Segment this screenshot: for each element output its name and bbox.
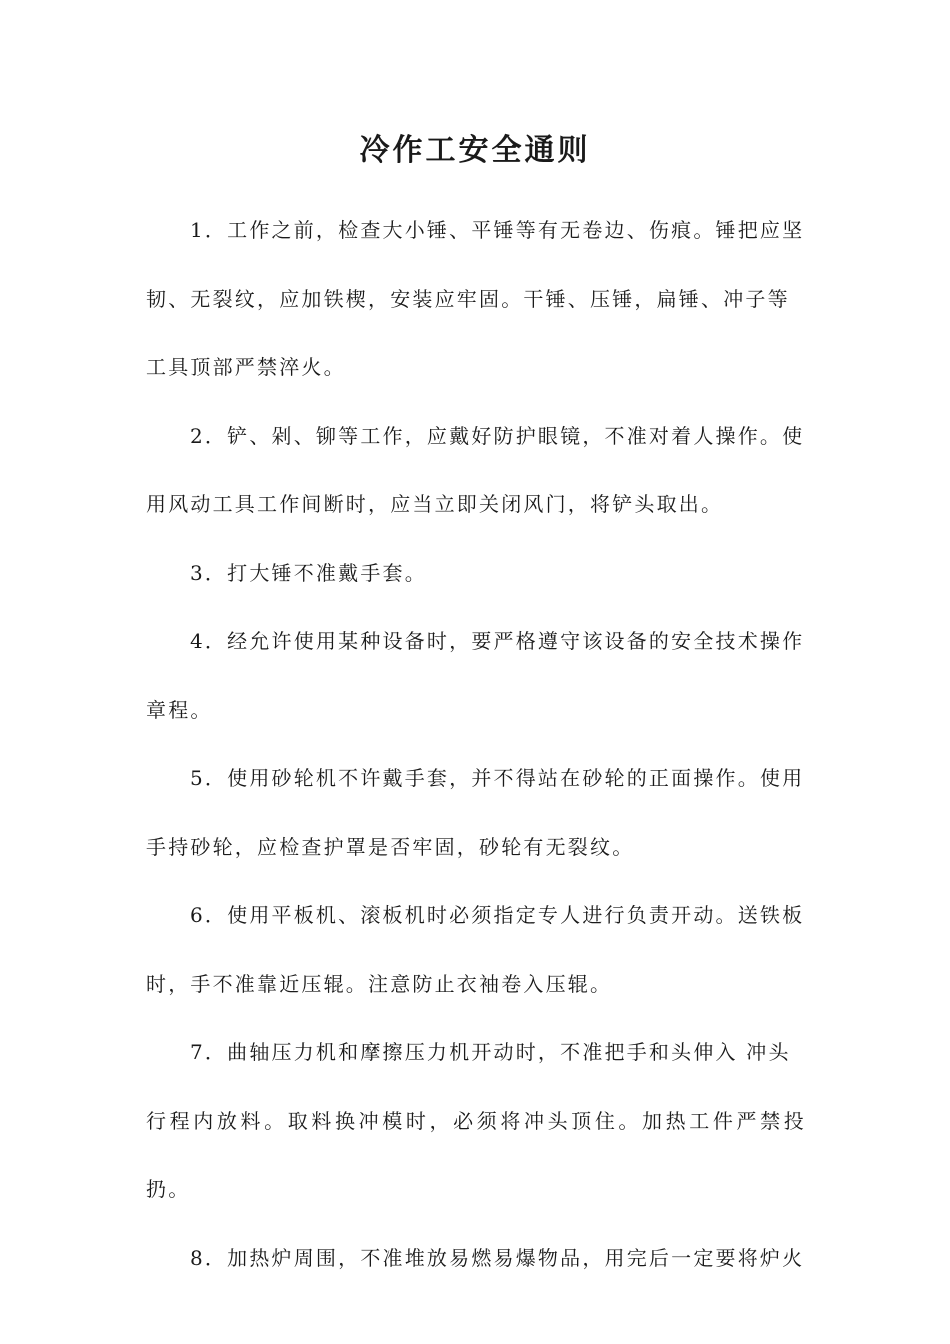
paragraph-line: 手持砂轮，应检查护罩是否牢固，砂轮有无裂纹。	[146, 834, 635, 859]
paragraph-3	[146, 539, 806, 608]
paragraph-5	[146, 744, 806, 881]
paragraph-line: 2．铲、剁、铆等工作，应戴好防护眼镜，不准对着人操作。使	[190, 423, 805, 448]
paragraph-line: 8．加热炉周围，不准堆放易燃易爆物品，用完后一定要将炉火	[190, 1245, 805, 1270]
document-body	[146, 196, 806, 1292]
paragraph-7	[146, 1018, 806, 1224]
paragraph-8	[146, 1224, 806, 1293]
paragraph-6	[146, 881, 806, 1018]
paragraph-line: 时，手不准靠近压辊。注意防止衣袖卷入压辊。	[146, 971, 613, 996]
paragraph-line: 7．曲轴压力机和摩擦压力机开动时，不准把手和头伸入 冲头	[190, 1040, 791, 1064]
paragraph-4	[146, 607, 806, 744]
paragraph-2	[146, 402, 806, 539]
paragraph-1	[146, 196, 806, 402]
paragraph-line: 4．经允许使用某种设备时，要严格遵守该设备的安全技术操作	[190, 629, 805, 653]
paragraph-line: 韧、无裂纹，应加铁楔，安装应牢固。干锤、压锤，扁锤、冲子等	[146, 286, 790, 311]
paragraph-line: 用风动工具工作间断时，应当立即关闭风门，将铲头取出。	[146, 492, 724, 516]
paragraph-line: 1．工作之前，检查大小锤、平锤等有无卷边、伤痕。锤把应坚	[190, 218, 805, 242]
document-title: 冷作工安全通则	[359, 133, 591, 168]
paragraph-line: 3．打大锤不准戴手套。	[190, 560, 427, 585]
paragraph-line: 行程内放料。取料换冲模时，必须将冲头顶住。加热工件严禁投扔。	[146, 1108, 806, 1201]
paragraph-line: 工具顶部严禁淬火。	[146, 355, 346, 379]
paragraph-line: 5．使用砂轮机不许戴手套，并不得站在砂轮的正面操作。使用	[190, 766, 805, 790]
paragraph-line: 6．使用平板机、滚板机时必须指定专人进行负责开动。送铁板	[190, 903, 805, 927]
paragraph-line: 章程。	[146, 697, 213, 722]
